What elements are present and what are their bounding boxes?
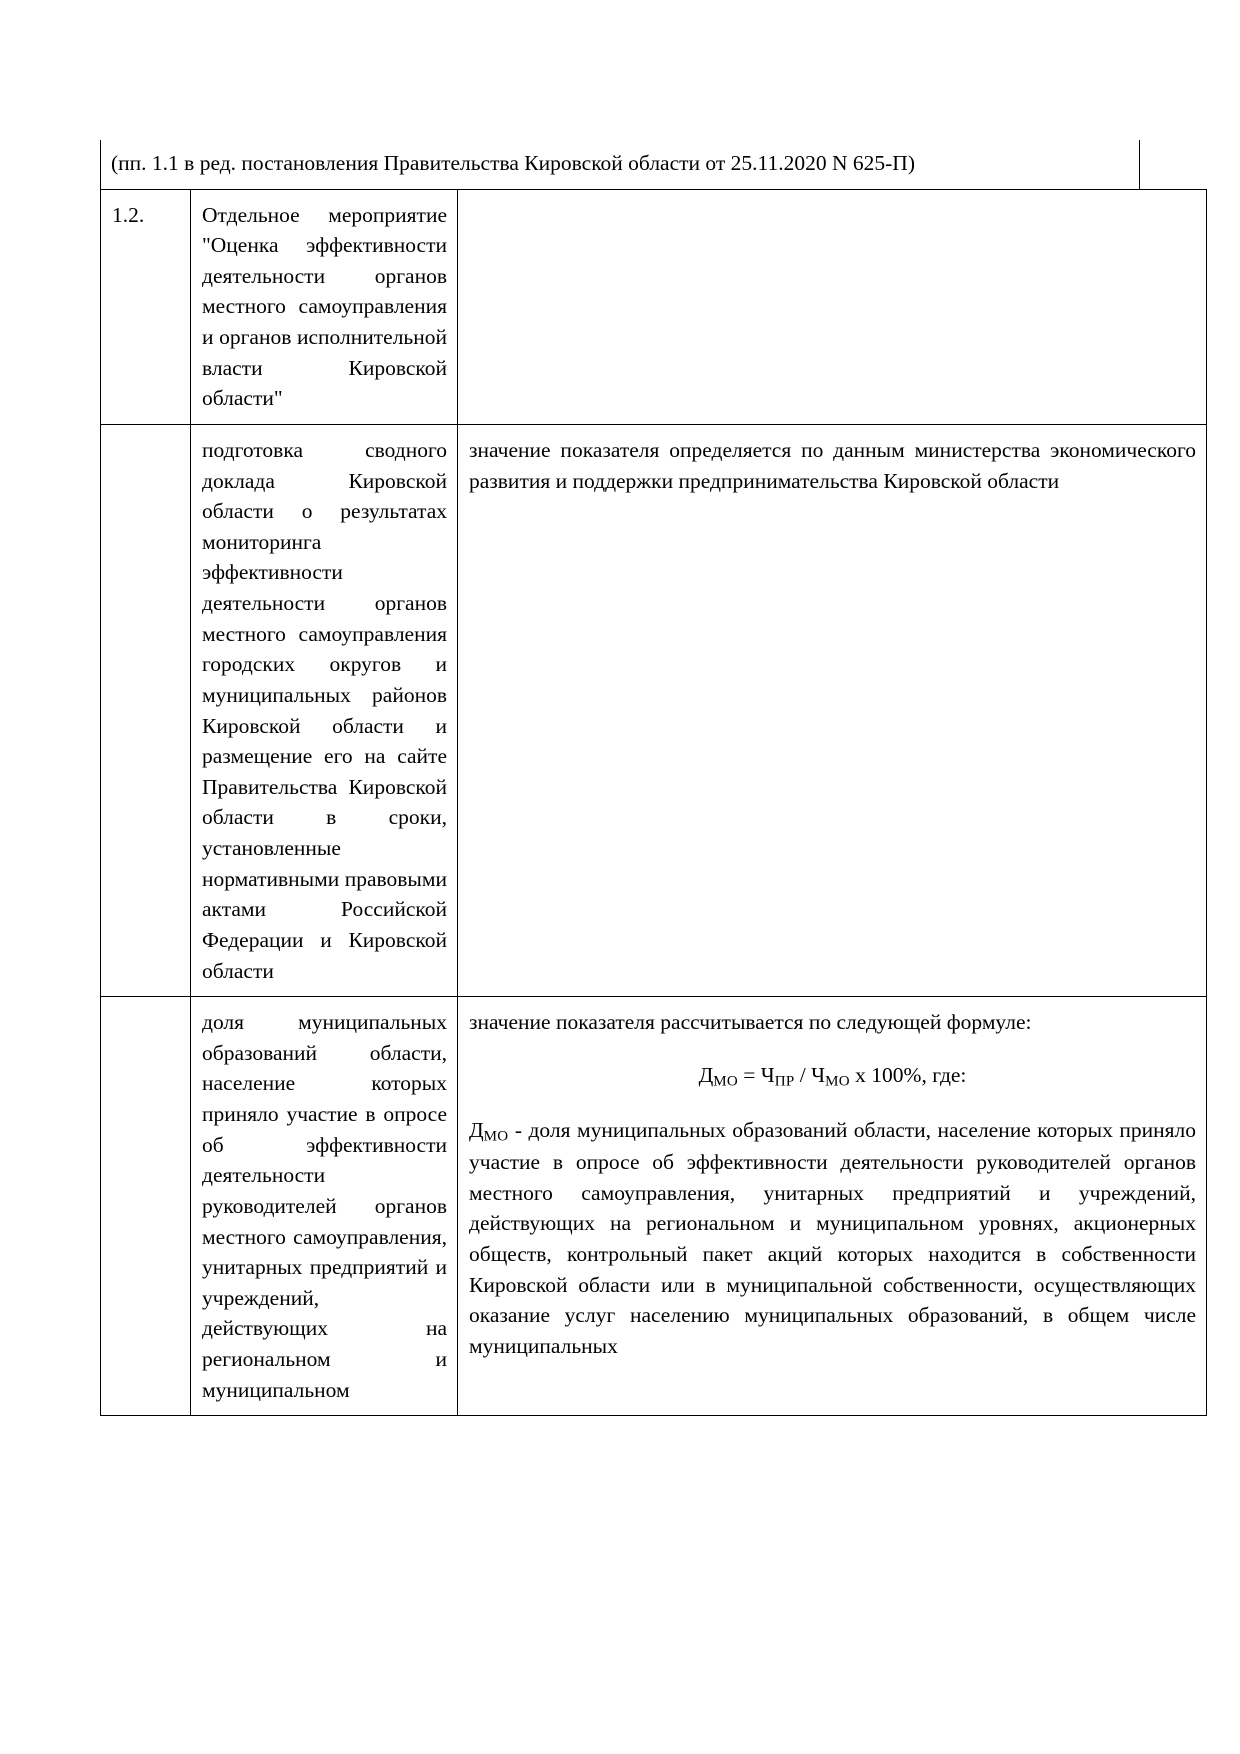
formula-division-slash: / [794, 1062, 812, 1087]
program-measures-table [100, 189, 1207, 1417]
formula-tail: х 100%, где: [849, 1062, 967, 1087]
row-number-cell: 1.2. [101, 189, 191, 424]
definition-variable-subscript: МО [483, 1127, 509, 1144]
formula-left-variable: Д [698, 1062, 714, 1087]
table-row [101, 189, 1207, 424]
indicator-description-cell: значение показателя определяется по данным министерства экономического развития и поддержки предпринимательства Кировской области [458, 424, 1207, 996]
formula-numerator-variable: Ч [760, 1062, 775, 1087]
indicator-name-cell: подготовка сводного доклада Кировской области о результатах мониторинга эффективности деятельности органов местного самоуправления городских округов и муниципальных районов Кировской области и размещение его на сайте Правительства Кировской области в сроки, установленные нормативными правовыми актами Российской Федерации и Кировской области [191, 424, 458, 996]
table-row [101, 997, 1207, 1416]
formula-equals: = [737, 1062, 761, 1087]
formula-denominator-variable: Ч [811, 1062, 826, 1087]
table-row [101, 424, 1207, 996]
formula-intro-text: значение показателя рассчитывается по следующей формуле: [469, 1010, 1032, 1035]
measure-description-cell [458, 189, 1207, 424]
definition-variable: Д [469, 1117, 484, 1142]
formula-definition-text [469, 1115, 1196, 1362]
formula-denominator-subscript: МО [825, 1073, 850, 1090]
formula-numerator-subscript: ПР [774, 1073, 795, 1090]
measure-name-cell: Отдельное мероприятие "Оценка эффективности деятельности органов местного самоуправления и органов исполнительной власти Кировской области" [191, 189, 458, 424]
row-number-cell [101, 424, 191, 996]
row-number-cell [101, 997, 191, 1416]
indicator-name-cell: доля муниципальных образований области, население которых приняло участие в опросе об эффективности деятельности руководителей органов местного самоуправления, унитарных предприятий и учреждений, действующих на региональном и муниципальном [191, 997, 458, 1416]
indicator-formula [469, 1060, 1196, 1093]
definition-body: - доля муниципальных образований области, население которых приняло участие в опросе об эффективности деятельности руководителей органов местного самоуправления, унитарных предприятий и учреждений, действующих на региональном и муниципальном уровнях, акционерных обществ, контрольный пакет акций которых находится в собственности Кировской области или в муниципальной собственности, осуществляющих оказание услуг населению муниципальных образований, в общем числе муниципальных [469, 1117, 1196, 1358]
indicator-description-cell [458, 997, 1207, 1416]
formula-left-subscript: МО [713, 1073, 738, 1090]
intro-amendment-note: (пп. 1.1 в ред. постановления Правительства Кировской области от 25.11.2020 N 625-П) [100, 140, 1140, 189]
